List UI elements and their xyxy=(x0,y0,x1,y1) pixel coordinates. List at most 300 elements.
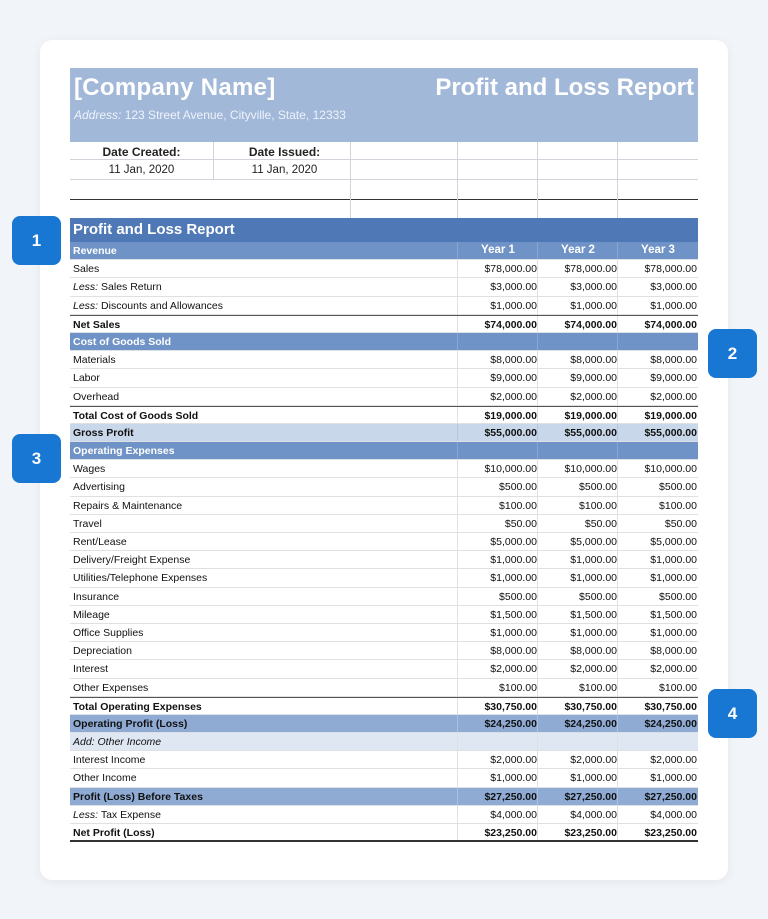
table-row xyxy=(70,460,698,478)
year-header: Year 3 xyxy=(641,244,675,256)
column-divider xyxy=(617,606,618,623)
amount-cell: $74,000.00 xyxy=(564,318,617,331)
column-divider xyxy=(617,624,618,641)
amount-cell: $78,000.00 xyxy=(484,263,537,276)
row-label-text: Total Cost of Goods Sold xyxy=(73,409,199,422)
row-label xyxy=(73,281,162,293)
column-divider xyxy=(457,751,458,768)
date-created-value: 11 Jan, 2020 xyxy=(108,164,175,176)
amount-cell: $8,000.00 xyxy=(570,645,617,658)
amount-cell: $2,000.00 xyxy=(490,754,537,767)
row-label-text: Interest Income xyxy=(73,754,146,767)
column-divider xyxy=(617,733,618,750)
row-label-text: Discounts and Allowances xyxy=(101,299,224,312)
row-label-text: Sales xyxy=(73,263,100,276)
table-row xyxy=(70,315,698,333)
date-issued-value: 11 Jan, 2020 xyxy=(251,164,318,176)
amount-cell: $9,000.00 xyxy=(650,372,697,385)
amount-cell: $2,000.00 xyxy=(650,390,697,403)
table-row xyxy=(70,533,698,551)
amount-cell: $2,000.00 xyxy=(650,663,697,676)
column-divider xyxy=(617,751,618,768)
table-row xyxy=(70,351,698,369)
amount-cell: $19,000.00 xyxy=(564,409,617,422)
row-label xyxy=(73,791,203,803)
row-label-text: Repairs & Maintenance xyxy=(73,499,183,512)
column-divider xyxy=(617,660,618,677)
row-label-text: Cost of Goods Sold xyxy=(73,335,171,348)
amount-cell: $74,000.00 xyxy=(484,318,537,331)
row-label xyxy=(73,682,148,694)
row-label-text: Overhead xyxy=(73,390,120,403)
amount-cell: $24,250.00 xyxy=(564,717,617,730)
amount-cell: $5,000.00 xyxy=(570,536,617,548)
amount-cell: $100.00 xyxy=(659,681,697,694)
amount-cell: $1,500.00 xyxy=(650,608,697,621)
column-divider xyxy=(537,297,538,314)
column-divider xyxy=(537,751,538,768)
table-row xyxy=(70,751,698,769)
row-label xyxy=(73,354,116,366)
column-divider xyxy=(617,242,618,259)
column-divider xyxy=(537,733,538,750)
amount-cell: $2,000.00 xyxy=(490,390,537,403)
divider xyxy=(617,142,618,218)
amount-cell: $8,000.00 xyxy=(490,354,537,367)
row-label xyxy=(73,609,110,621)
table-row xyxy=(70,478,698,496)
column-divider xyxy=(457,242,458,259)
amount-cell: $50.00 xyxy=(664,517,697,530)
amount-cell: $1,000.00 xyxy=(490,772,537,785)
amount-cell: $8,000.00 xyxy=(570,354,617,367)
column-divider xyxy=(457,679,458,696)
row-label xyxy=(73,263,99,275)
amount-cell: $19,000.00 xyxy=(484,409,537,422)
amount-cell: $5,000.00 xyxy=(490,536,537,548)
amount-cell: $2,000.00 xyxy=(570,390,617,403)
column-divider xyxy=(617,442,618,459)
column-divider xyxy=(537,769,538,786)
column-divider xyxy=(457,642,458,659)
amount-cell: $2,000.00 xyxy=(570,754,617,767)
step-badge-4: 4 xyxy=(708,689,757,738)
table-row xyxy=(70,497,698,515)
divider xyxy=(70,159,698,160)
column-divider xyxy=(617,333,618,350)
table-row xyxy=(70,515,698,533)
amount-cell: $1,000.00 xyxy=(490,572,537,585)
column-divider xyxy=(537,460,538,477)
row-label xyxy=(73,809,161,821)
amount-cell: $1,000.00 xyxy=(490,626,537,639)
column-divider xyxy=(457,369,458,386)
column-divider xyxy=(457,606,458,623)
row-label xyxy=(73,536,127,548)
amount-cell: $10,000.00 xyxy=(644,463,697,476)
amount-cell: $3,000.00 xyxy=(650,281,697,294)
row-label-text: Depreciation xyxy=(73,645,132,658)
amount-cell: $4,000.00 xyxy=(650,808,697,821)
divider xyxy=(70,199,698,200)
amount-cell: $3,000.00 xyxy=(490,281,537,294)
column-divider xyxy=(457,424,458,441)
column-divider xyxy=(617,533,618,550)
row-label-text: Net Sales xyxy=(73,318,121,331)
column-divider xyxy=(537,260,538,277)
table-row xyxy=(70,606,698,624)
amount-cell: $1,000.00 xyxy=(570,572,617,585)
row-label xyxy=(73,427,134,439)
row-label xyxy=(73,701,202,713)
column-divider xyxy=(537,278,538,295)
row-prefix: Less: xyxy=(73,281,99,294)
row-label xyxy=(73,663,108,675)
amount-cell: $30,750.00 xyxy=(644,700,697,713)
column-divider xyxy=(457,698,458,714)
table-row xyxy=(70,588,698,606)
amount-cell: $500.00 xyxy=(499,590,537,603)
amount-cell: $1,000.00 xyxy=(650,554,697,567)
column-divider xyxy=(457,733,458,750)
row-label-text: Tax Expense xyxy=(100,808,161,821)
column-divider xyxy=(457,497,458,514)
column-divider xyxy=(537,715,538,732)
amount-cell: $8,000.00 xyxy=(650,645,697,658)
row-label-text: Revenue xyxy=(73,245,117,257)
column-divider xyxy=(617,260,618,277)
table-row xyxy=(70,369,698,387)
company-name: [Company Name] xyxy=(74,74,276,101)
amount-cell: $24,250.00 xyxy=(644,717,697,730)
amount-cell: $4,000.00 xyxy=(570,808,617,821)
row-label-text: Wages xyxy=(73,463,106,476)
amount-cell: $74,000.00 xyxy=(644,318,697,331)
row-label xyxy=(73,319,120,331)
amount-cell: $100.00 xyxy=(659,499,697,512)
column-divider xyxy=(617,642,618,659)
column-divider xyxy=(537,569,538,586)
amount-cell: $1,500.00 xyxy=(490,608,537,621)
column-divider xyxy=(537,806,538,823)
row-label xyxy=(73,372,100,384)
row-label-text: Total Operating Expenses xyxy=(73,700,202,713)
amount-cell: $55,000.00 xyxy=(484,426,537,439)
row-label xyxy=(73,827,155,839)
amount-cell: $3,000.00 xyxy=(570,281,617,294)
table-row xyxy=(70,424,698,442)
column-divider xyxy=(457,278,458,295)
row-label xyxy=(73,754,145,766)
column-divider xyxy=(537,679,538,696)
column-divider xyxy=(537,788,538,805)
row-label-text: Travel xyxy=(73,517,102,530)
row-label xyxy=(73,481,125,493)
year-header: Year 1 xyxy=(481,244,515,256)
amount-cell: $2,000.00 xyxy=(650,754,697,767)
amount-cell: $1,000.00 xyxy=(490,554,537,567)
amount-cell: $1,000.00 xyxy=(650,626,697,639)
step-badge-1: 1 xyxy=(12,216,61,265)
report-header xyxy=(70,68,698,142)
column-divider xyxy=(537,369,538,386)
amount-cell: $9,000.00 xyxy=(570,372,617,385)
row-label-text: Interest xyxy=(73,663,109,676)
column-divider xyxy=(617,569,618,586)
table-row xyxy=(70,297,698,315)
date-box xyxy=(70,142,698,218)
row-label-text: Utilities/Telephone Expenses xyxy=(73,572,208,585)
section-header-row xyxy=(70,242,698,260)
date-created-label: Date Created: xyxy=(102,145,181,159)
amount-cell: $1,500.00 xyxy=(570,608,617,621)
row-label xyxy=(73,336,171,348)
amount-cell: $500.00 xyxy=(579,590,617,603)
amount-cell: $100.00 xyxy=(579,499,617,512)
column-divider xyxy=(617,788,618,805)
table-row xyxy=(70,715,698,733)
amount-cell: $100.00 xyxy=(499,499,537,512)
row-label xyxy=(73,463,105,475)
column-divider xyxy=(617,369,618,386)
column-divider xyxy=(457,806,458,823)
section-header-row xyxy=(70,442,698,460)
table-row xyxy=(70,733,698,751)
amount-cell: $78,000.00 xyxy=(644,263,697,276)
amount-cell: $4,000.00 xyxy=(490,808,537,821)
amount-cell: $1,000.00 xyxy=(650,772,697,785)
row-label-text: Office Supplies xyxy=(73,626,144,639)
amount-cell: $100.00 xyxy=(499,681,537,694)
column-divider xyxy=(617,715,618,732)
row-label-text: Insurance xyxy=(73,590,120,603)
amount-cell: $10,000.00 xyxy=(484,463,537,476)
row-label xyxy=(73,391,119,403)
amount-cell: $27,250.00 xyxy=(564,790,617,803)
amount-cell: $24,250.00 xyxy=(484,717,537,730)
column-divider xyxy=(537,824,538,840)
column-divider xyxy=(537,407,538,423)
amount-cell: $5,000.00 xyxy=(650,536,697,548)
row-label-text: Add: Other Income xyxy=(73,736,162,749)
column-divider xyxy=(537,316,538,332)
table-row xyxy=(70,806,698,824)
date-issued-label: Date Issued: xyxy=(248,145,321,159)
column-divider xyxy=(617,316,618,332)
row-label-text: Materials xyxy=(73,354,116,367)
column-divider xyxy=(537,424,538,441)
row-label-text: Gross Profit xyxy=(73,426,134,439)
row-label xyxy=(73,645,132,657)
divider xyxy=(537,142,538,218)
column-divider xyxy=(617,698,618,714)
table-row xyxy=(70,660,698,678)
row-label xyxy=(73,245,117,257)
report-title: Profit and Loss Report xyxy=(435,74,694,101)
column-divider xyxy=(537,497,538,514)
column-divider xyxy=(537,698,538,714)
row-label xyxy=(73,736,161,748)
column-divider xyxy=(457,351,458,368)
row-label xyxy=(73,300,223,312)
column-divider xyxy=(457,460,458,477)
column-divider xyxy=(617,824,618,840)
amount-cell: $1,000.00 xyxy=(570,554,617,567)
row-label-text: Advertising xyxy=(73,481,125,494)
column-divider xyxy=(537,660,538,677)
column-divider xyxy=(617,551,618,568)
column-divider xyxy=(457,769,458,786)
amount-cell: $23,250.00 xyxy=(564,827,617,839)
row-label xyxy=(73,591,119,603)
table-row xyxy=(70,788,698,806)
column-divider xyxy=(617,588,618,605)
divider xyxy=(70,179,698,180)
column-divider xyxy=(457,515,458,532)
column-divider xyxy=(617,297,618,314)
column-divider xyxy=(537,515,538,532)
step-badge-3: 3 xyxy=(12,434,61,483)
row-label xyxy=(73,627,143,639)
column-divider xyxy=(457,297,458,314)
row-label xyxy=(73,518,102,530)
amount-cell: $500.00 xyxy=(659,590,697,603)
row-label-text: Operating Expenses xyxy=(73,445,175,458)
amount-cell: $50.00 xyxy=(504,517,537,530)
table-row xyxy=(70,697,698,715)
column-divider xyxy=(617,806,618,823)
column-divider xyxy=(617,460,618,477)
divider xyxy=(457,142,458,218)
row-label xyxy=(73,718,187,730)
table-row xyxy=(70,642,698,660)
row-label xyxy=(73,410,198,422)
row-label-text: Delivery/Freight Expense xyxy=(73,554,191,567)
column-divider xyxy=(457,316,458,332)
amount-cell: $1,000.00 xyxy=(650,299,697,312)
amount-cell: $23,250.00 xyxy=(644,827,697,839)
amount-cell: $55,000.00 xyxy=(644,426,697,439)
amount-cell: $50.00 xyxy=(584,517,617,530)
row-label-text: Other Expenses xyxy=(73,681,149,694)
column-divider xyxy=(537,442,538,459)
table-row xyxy=(70,679,698,697)
row-label-text: Net Profit (Loss) xyxy=(73,827,155,839)
column-divider xyxy=(617,278,618,295)
amount-cell: $78,000.00 xyxy=(564,263,617,276)
amount-cell: $1,000.00 xyxy=(570,299,617,312)
amount-cell: $27,250.00 xyxy=(484,790,537,803)
column-divider xyxy=(617,351,618,368)
table-row xyxy=(70,260,698,278)
row-label-text: Rent/Lease xyxy=(73,536,127,548)
row-prefix: Less: xyxy=(73,808,99,821)
row-label-text: Profit (Loss) Before Taxes xyxy=(73,790,203,803)
column-divider xyxy=(457,660,458,677)
column-divider xyxy=(457,788,458,805)
section-header-row xyxy=(70,333,698,351)
row-label xyxy=(73,445,175,457)
amount-cell: $500.00 xyxy=(499,481,537,494)
row-label-text: Other Income xyxy=(73,772,137,785)
column-divider xyxy=(617,769,618,786)
column-divider xyxy=(537,588,538,605)
column-divider xyxy=(617,478,618,495)
row-label xyxy=(73,500,182,512)
column-divider xyxy=(537,533,538,550)
column-divider xyxy=(457,442,458,459)
row-label xyxy=(73,554,190,566)
year-header: Year 2 xyxy=(561,244,595,256)
amount-cell: $500.00 xyxy=(579,481,617,494)
column-divider xyxy=(617,388,618,405)
column-divider xyxy=(457,824,458,840)
column-divider xyxy=(457,333,458,350)
column-divider xyxy=(617,515,618,532)
column-divider xyxy=(537,624,538,641)
amount-cell: $2,000.00 xyxy=(490,663,537,676)
column-divider xyxy=(537,606,538,623)
step-badge-2: 2 xyxy=(708,329,757,378)
row-label-text: Sales Return xyxy=(101,281,162,294)
table-row xyxy=(70,551,698,569)
amount-cell: $9,000.00 xyxy=(490,372,537,385)
column-divider xyxy=(457,478,458,495)
row-label xyxy=(73,572,207,584)
table-row xyxy=(70,624,698,642)
amount-cell: $8,000.00 xyxy=(490,645,537,658)
amount-cell: $500.00 xyxy=(659,481,697,494)
column-divider xyxy=(457,407,458,423)
table-row xyxy=(70,769,698,787)
column-divider xyxy=(457,624,458,641)
row-label-text: Labor xyxy=(73,372,100,385)
row-label-text: Mileage xyxy=(73,608,110,621)
amount-cell: $23,250.00 xyxy=(484,827,537,839)
column-divider xyxy=(457,588,458,605)
amount-cell: $1,000.00 xyxy=(650,572,697,585)
table-row xyxy=(70,388,698,406)
row-label-text: Operating Profit (Loss) xyxy=(73,717,188,730)
column-divider xyxy=(457,715,458,732)
amount-cell: $1,000.00 xyxy=(570,626,617,639)
column-divider xyxy=(537,351,538,368)
column-divider xyxy=(537,551,538,568)
address-label: Address: xyxy=(74,108,122,122)
pnl-table xyxy=(70,218,698,842)
amount-cell: $1,000.00 xyxy=(570,772,617,785)
address-text: 123 Street Avenue, Cityville, State, 12333 xyxy=(124,108,346,122)
column-divider xyxy=(537,642,538,659)
table-row xyxy=(70,569,698,587)
table-rows xyxy=(70,242,698,842)
amount-cell: $8,000.00 xyxy=(650,354,697,367)
column-divider xyxy=(617,407,618,423)
column-divider xyxy=(537,388,538,405)
amount-cell: $2,000.00 xyxy=(570,663,617,676)
amount-cell: $30,750.00 xyxy=(484,700,537,713)
column-divider xyxy=(537,478,538,495)
amount-cell: $55,000.00 xyxy=(564,426,617,439)
amount-cell: $10,000.00 xyxy=(564,463,617,476)
column-divider xyxy=(537,242,538,259)
column-divider xyxy=(457,569,458,586)
amount-cell: $27,250.00 xyxy=(644,790,697,803)
table-row xyxy=(70,824,698,842)
amount-cell: $30,750.00 xyxy=(564,700,617,713)
amount-cell: $19,000.00 xyxy=(644,409,697,422)
row-label xyxy=(73,772,137,784)
